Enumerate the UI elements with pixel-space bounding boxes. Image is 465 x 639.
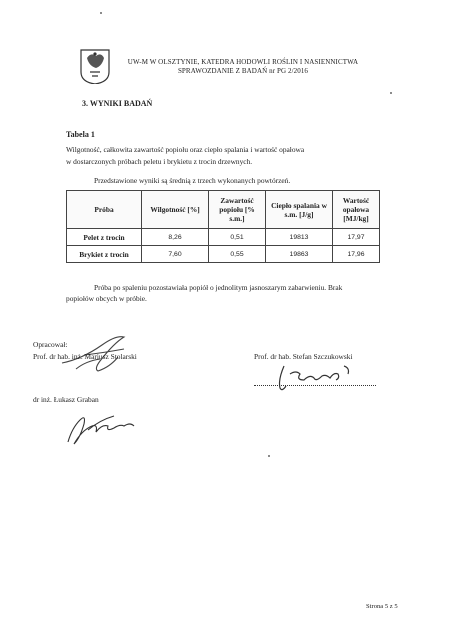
table-header-row: [67, 191, 380, 229]
signature-line: [254, 385, 376, 386]
table-cell: Brykiet z trocin: [67, 246, 142, 263]
page-number: Strona 5 z 5: [366, 603, 398, 610]
document-header: [118, 58, 368, 76]
table-caption-line-3: Przedstawione wyniki są średnią z trzech wykonanych powtórzeń.: [94, 176, 291, 185]
university-logo: [78, 48, 112, 84]
signatory-name-szczukowski: Prof. dr hab. Stefan Szczukowski: [254, 352, 353, 361]
table-cell: 0,55: [209, 246, 266, 263]
column-header-moisture: Wilgotność [%]: [142, 191, 209, 229]
signature-graban: [58, 402, 148, 450]
table-caption-line-2: w dostarczonych próbach peletu i brykietu z trocin drzewnych.: [66, 157, 253, 166]
scan-speck: [100, 12, 102, 14]
table-cell: Pelet z trocin: [67, 229, 142, 246]
table-caption-line-1: Wilgotność, całkowita zawartość popiołu oraz ciepło spalania i wartość opałowa: [66, 145, 305, 154]
table-cell: 17,97: [333, 229, 380, 246]
table-cell: 8,26: [142, 229, 209, 246]
header-line-2: SPRAWOZDANIE Z BADAŃ nr PG 2/2016: [177, 67, 309, 75]
table-cell: 19863: [266, 246, 333, 263]
section-title: 3. WYNIKI BADAŃ: [82, 99, 153, 108]
results-table: [66, 190, 380, 263]
table-row: [67, 246, 380, 263]
scan-speck: [390, 92, 392, 94]
column-header-sample: Próba: [67, 191, 142, 229]
column-header-calorific-value: Wartość opałowa [MJ/kg]: [333, 191, 380, 229]
prepared-by-label: Opracował:: [33, 340, 68, 349]
signature-szczukowski: [262, 360, 362, 394]
signatory-name-graban: dr inż. Łukasz Graban: [33, 395, 99, 404]
table-row: [67, 229, 380, 246]
table-cell: 17,96: [333, 246, 380, 263]
table-title: Tabela 1: [66, 130, 95, 139]
note-line-2: popiołów obcych w próbie.: [66, 294, 147, 303]
column-header-combustion-heat: Ciepło spalania w s.m. [J/g]: [266, 191, 333, 229]
scan-speck: [268, 455, 270, 457]
header-line-1: UW-M W OLSZTYNIE, KATEDRA HODOWLI ROŚLIN I NASIENNICTWA: [127, 58, 359, 66]
table-cell: 0,51: [209, 229, 266, 246]
signatory-name-stolarski: Prof. dr hab. inż. Mariusz Stolarski: [33, 352, 137, 361]
table-cell: 19813: [266, 229, 333, 246]
note-line-1: Próba po spaleniu pozostawiała popiół o jednolitym jasnoszarym zabarwieniu. Brak: [94, 283, 343, 292]
column-header-ash: Zawartość popiołu [% s.m.]: [209, 191, 266, 229]
table-cell: 7,60: [142, 246, 209, 263]
